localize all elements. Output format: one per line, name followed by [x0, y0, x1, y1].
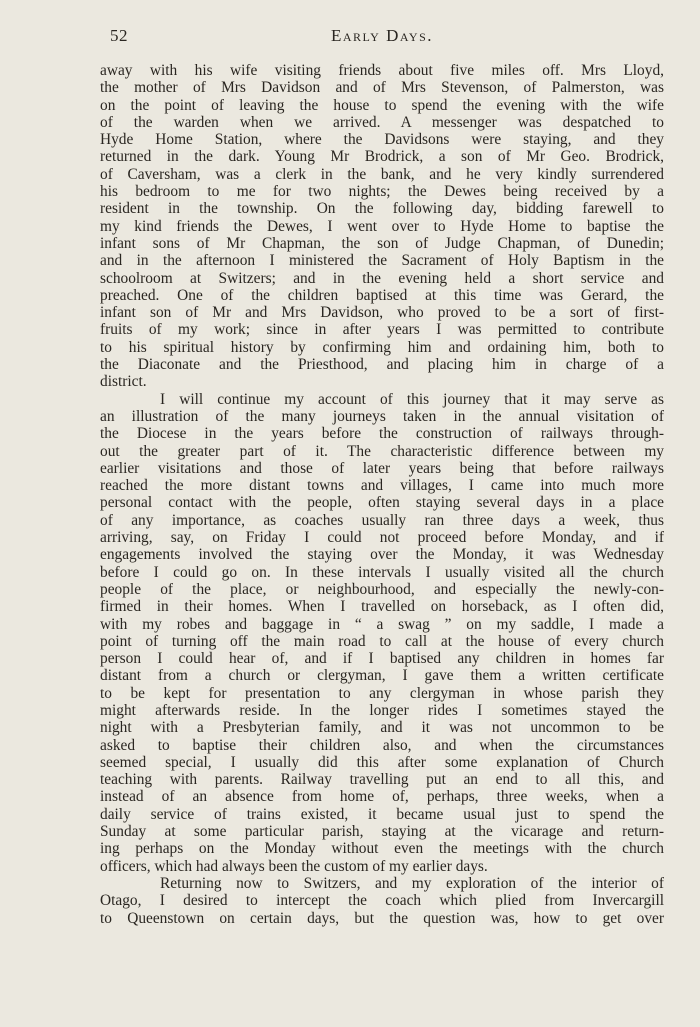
text-line: engagements involved the staying over the Monday, it was Wednesday: [100, 546, 664, 564]
text-line: Otago, I desired to intercept the coach which plied from Invercargill: [100, 892, 664, 910]
text-line: resident in the township. On the following day, bidding farewell to: [100, 200, 664, 218]
text-line: district.: [100, 373, 147, 391]
text-line: before I could go on. In these intervals I usually visited all the church: [100, 563, 664, 581]
text-line: on the point of leaving the house to spend the evening with the wife: [100, 96, 664, 114]
text-line: returned in the dark. Young Mr Brodrick, a son of Mr Geo. Brodrick,: [100, 148, 664, 166]
text-line: teaching with parents. Railway travelling put an end to all this, and: [100, 771, 664, 789]
text-line: of the warden when we arrived. A messenger was despatched to: [100, 113, 664, 131]
text-line: reached the more distant towns and villages, I came into much more: [100, 477, 664, 495]
text-line: I will continue my account of this journey that it may serve as: [160, 390, 664, 408]
text-line: Returning now to Switzers, and my exploration of the interior of: [160, 874, 664, 892]
text-line: away with his wife visiting friends about five miles off. Mrs Lloyd,: [100, 62, 664, 79]
text-line: earlier visitations and those of later years being that before railways: [100, 459, 664, 477]
body-text: [100, 62, 664, 927]
text-line: of Caversham, was a clerk in the bank, and he very kindly surrendered: [100, 165, 664, 183]
text-line: my kind friends the Dewes, I went over to Hyde Home to baptise the: [100, 217, 664, 235]
text-line: people of the place, or neighbourhood, and especially the newly-con-: [100, 580, 664, 598]
text-line: person I could hear of, and if I baptised any children in homes far: [100, 650, 664, 668]
text-line: seemed special, I usually did this after some explanation of Church: [100, 753, 664, 771]
text-line: the Diaconate and the Priesthood, and placing him in charge of a: [100, 356, 664, 374]
text-line: asked to baptise their children also, and when the circumstances: [100, 736, 664, 754]
text-line: officers, which had always been the custom of my earlier days.: [100, 857, 488, 875]
text-line: the mother of Mrs Davidson and of Mrs Stevenson, of Palmerston, was: [100, 79, 664, 97]
text-line: might afterwards reside. In the longer rides I sometimes stayed the: [100, 701, 664, 719]
text-line: infant son of Mr and Mrs Davidson, who proved to be a sort of first-: [100, 304, 664, 322]
text-line: preached. One of the children baptised at this time was Gerard, the: [100, 286, 664, 304]
text-line: his bedroom to me for two nights; the Dewes being received by a: [100, 183, 664, 201]
text-line: point of turning off the main road to call at the house of every church: [100, 632, 664, 650]
text-line: night with a Presbyterian family, and it was not uncommon to be: [100, 719, 664, 737]
text-line: the Diocese in the years before the construction of railways through-: [100, 425, 664, 443]
text-line: with my robes and baggage in “ a swag ” on my saddle, I made a: [100, 615, 664, 633]
text-line: to Queenstown on certain days, but the question was, how to get over: [100, 909, 664, 927]
running-head: [100, 26, 664, 48]
text-line: daily service of trains existed, it became usual just to spend the: [100, 805, 664, 823]
text-line: an illustration of the many journeys taken in the annual visitation of: [100, 407, 664, 425]
text-line: to his spiritual history by confirming him and ordaining him, both to: [100, 338, 664, 356]
page-number: 52: [110, 26, 128, 45]
text-line: schoolroom at Switzers; and in the evening held a short service and: [100, 269, 664, 287]
text-line: Hyde Home Station, where the Davidsons were staying, and they: [100, 131, 664, 149]
text-line: Sunday at some particular parish, staying at the vicarage and return-: [100, 823, 664, 841]
text-line: firmed in their homes. When I travelled on horseback, as I often did,: [100, 598, 664, 616]
text-line: distant from a church or clergyman, I gave them a written certificate: [100, 667, 664, 685]
text-line: personal contact with the people, often staying several days in a place: [100, 494, 664, 512]
text-line: to be kept for presentation to any clergyman in whose parish they: [100, 684, 664, 702]
text-line: and in the afternoon I ministered the Sacrament of Holy Baptism in the: [100, 252, 664, 270]
text-line: arriving, say, on Friday I could not proceed before Monday, and if: [100, 529, 664, 547]
text-line: of any importance, as coaches usually ran three days a week, thus: [100, 511, 664, 529]
running-title: Early Days.: [330, 26, 434, 45]
text-line: infant sons of Mr Chapman, the son of Judge Chapman, of Dunedin;: [100, 234, 664, 252]
text-line: out the greater part of it. The characteristic difference between my: [100, 442, 664, 460]
text-line: instead of an absence from home of, perhaps, three weeks, when a: [100, 788, 664, 806]
text-line: fruits of my work; since in after years I was permitted to contribute: [100, 321, 664, 339]
text-line: ing perhaps on the Monday without even the meetings with the church: [100, 840, 664, 858]
